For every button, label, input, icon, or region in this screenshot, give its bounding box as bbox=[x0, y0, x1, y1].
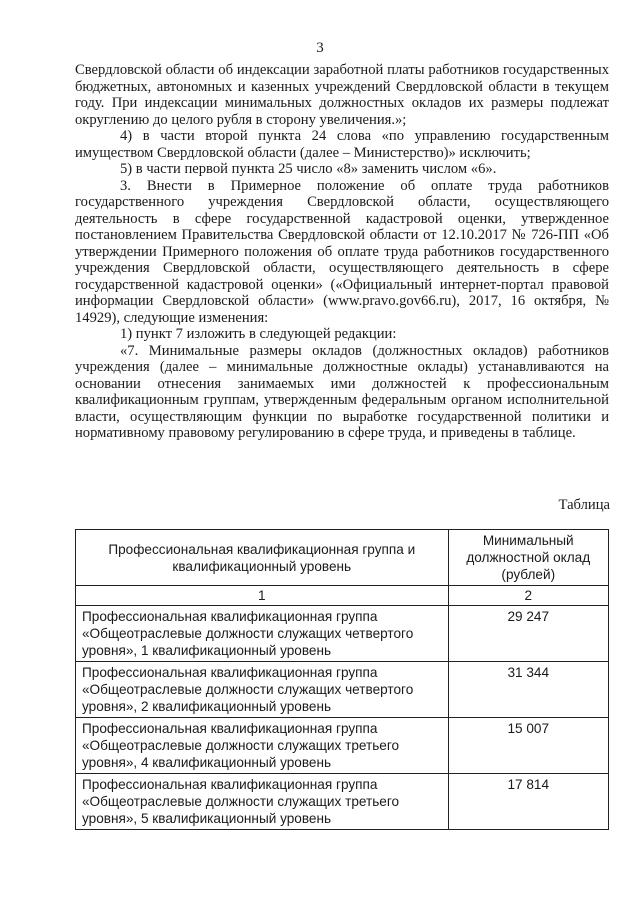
paragraph-6: «7. Минимальные размеры окладов (должностных окладов) работников учреждения (далее – минимальные должностные оклады) устанавливаются на основании отнесения занимаемых ими должностей к профессиональным квалификационным группам, утвержденным федеральным органом исполнительной власти, осуществляющим функции по выработке государственной политики и нормативному правовому регулированию в сфере труда, и приведены в таблице. bbox=[75, 342, 609, 441]
table-cell-group: Профессиональная квалификационная группа «Общеотраслевые должности служащих четвертого уровня», 2 квалификационный уровень bbox=[76, 662, 449, 718]
table-header-group: Профессиональная квалификационная группа и квалификационный уровень bbox=[76, 530, 449, 586]
table-cell-group: Профессиональная квалификационная группа «Общеотраслевые должности служащих третьего уровня», 4 квалификационный уровень bbox=[76, 718, 449, 774]
table-row bbox=[76, 774, 609, 830]
table-cell-salary: 17 814 bbox=[448, 774, 608, 830]
paragraph-4: 3. Внести в Примерное положение об оплате труда работников государственного учреждения Свердловской области, осуществляющего деятельность в сфере государственной кадастровой оценки, утвержденное постановлением Правительства Свердловской области от 12.10.2017 № 726-ПП «Об утверждении Примерного положения об оплате труда работников государственного учреждения Свердловской области, осуществляющего деятельность в сфере государственной кадастровой оценки» («Официальный интернет-портал правовой информации Свердловской области» (www.pravo.gov66.ru), 2017, 16 октября, № 14929), следующие изменения: bbox=[75, 177, 609, 326]
paragraph-2: 4) в части второй пункта 24 слова «по управлению государственным имуществом Свердловской области (далее – Министерство)» исключить; bbox=[75, 128, 609, 161]
table-cell-salary: 31 344 bbox=[448, 662, 608, 718]
table-row bbox=[76, 606, 609, 662]
table-cell-group: Профессиональная квалификационная группа «Общеотраслевые должности служащих третьего уровня», 5 квалификационный уровень bbox=[76, 774, 449, 830]
page-number: 3 bbox=[316, 40, 324, 56]
paragraph-5: 1) пункт 7 изложить в следующей редакции: bbox=[120, 326, 397, 342]
table-row bbox=[76, 718, 609, 774]
table-cell-salary: 29 247 bbox=[448, 606, 608, 662]
column-number-2: 2 bbox=[448, 586, 608, 606]
column-number-1: 1 bbox=[76, 586, 449, 606]
table-header-row bbox=[76, 530, 609, 586]
salary-table bbox=[75, 529, 609, 830]
table-column-numbers-row bbox=[76, 586, 609, 606]
paragraph-3: 5) в части первой пункта 25 число «8» заменить числом «6». bbox=[120, 161, 497, 177]
table-header-salary: Минимальный должностной оклад (рублей) bbox=[448, 530, 608, 586]
table-row bbox=[76, 662, 609, 718]
paragraph-1: Свердловской области об индексации заработной платы работников государственных бюджетных, автономных и казенных учреждений Свердловской области в текущем году. При индексации минимальных должностных окладов их размеры подлежат округлению до целого рубля в сторону увеличения.»; bbox=[75, 62, 609, 128]
table-caption: Таблица bbox=[558, 497, 610, 513]
document-body bbox=[75, 62, 609, 442]
table-cell-salary: 15 007 bbox=[448, 718, 608, 774]
table-cell-group: Профессиональная квалификационная группа «Общеотраслевые должности служащих четвертого уровня», 1 квалификационный уровень bbox=[76, 606, 449, 662]
